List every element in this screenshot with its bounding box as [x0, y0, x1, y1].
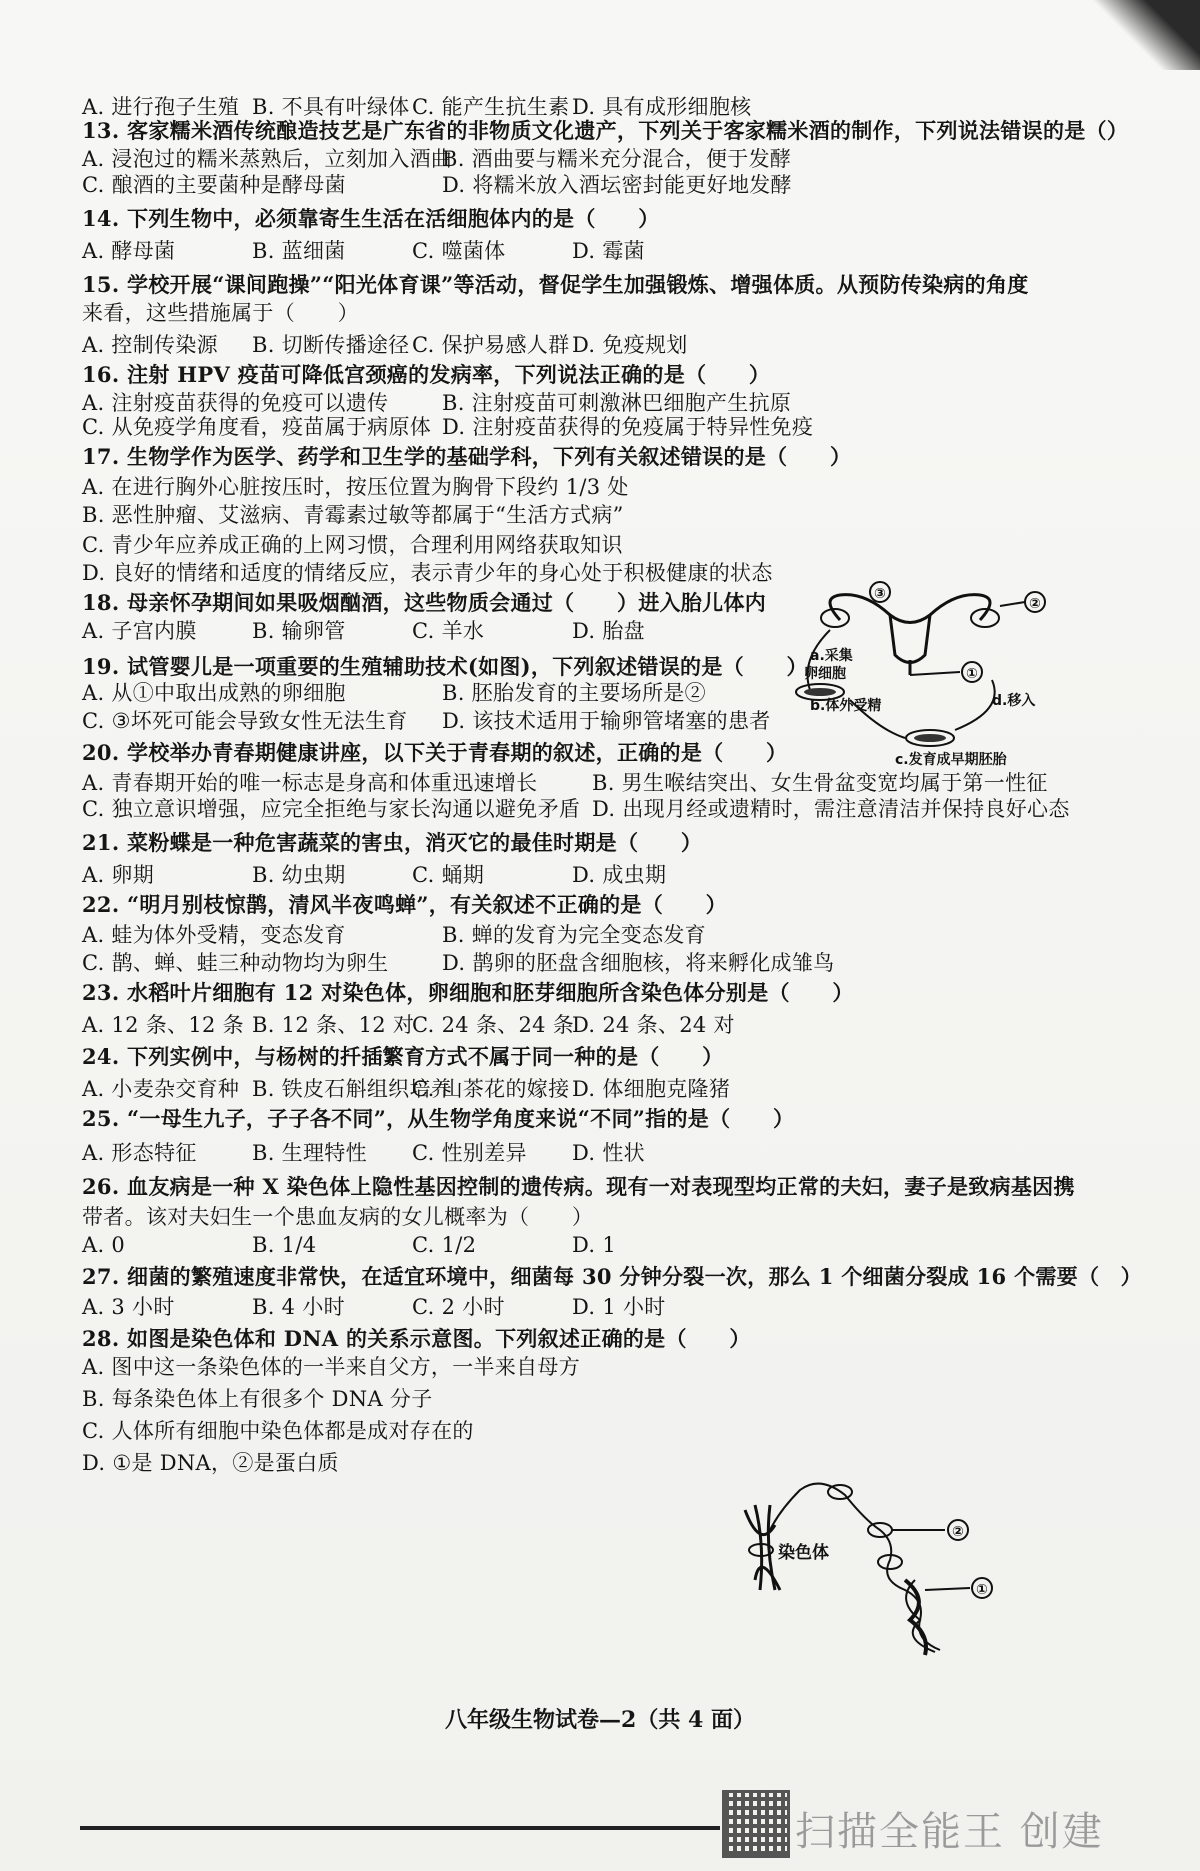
option-q27-opts-1: B. 4 小时: [252, 1295, 345, 1319]
option-q12-opts-0: A. 进行孢子生殖: [82, 95, 240, 119]
option-q18-opts-2: C. 羊水: [412, 619, 485, 643]
option-q21-opts-3: D. 成虫期: [572, 863, 667, 887]
line-q22: 22. “明月别枝惊鹊，清风半夜鸣蝉”，有关叙述不正确的是（ ）: [82, 892, 727, 917]
qr-code-icon: [722, 1790, 790, 1858]
bottom-rule: [80, 1826, 720, 1830]
line-q20-cd: [82, 794, 1070, 824]
line-q24-opts: [82, 1074, 1042, 1104]
option-q20-cd-1: D. 出现月经或遗精时，需注意清洁并保持良好心态: [592, 797, 1070, 821]
option-q23-opts-1: B. 12 条、12 对: [252, 1013, 415, 1037]
line-q28-d: D. ①是 DNA，②是蛋白质: [82, 1451, 339, 1475]
option-q25-opts-0: A. 形态特征: [82, 1141, 197, 1165]
line-q26a: 26. 血友病是一种 X 染色体上隐性基因控制的遗传病。现有一对表现型均正常的夫妇，妻子是致病基因携: [82, 1174, 1075, 1199]
line-q13-cd: [82, 170, 1042, 200]
chromosome-diagram: [730, 1470, 1000, 1660]
option-q22-ab-1: B. 蝉的发育为完全变态发育: [442, 923, 706, 947]
option-q18-opts-0: A. 子宫内膜: [82, 619, 197, 643]
option-q23-opts-2: C. 24 条、24 条: [412, 1013, 575, 1037]
option-q23-opts-3: D. 24 条、24 对: [572, 1013, 735, 1037]
option-q24-opts-2: C. 山茶花的嫁接: [412, 1077, 570, 1101]
line-q28-b: B. 每条染色体上有很多个 DNA 分子: [82, 1387, 433, 1411]
ivf-step-d: d.移入: [992, 693, 1036, 709]
option-q25-opts-2: C. 性别差异: [412, 1141, 527, 1165]
option-q15-opts-1: B. 切断传播途径: [252, 333, 410, 357]
line-q17-d: D. 良好的情绪和适度的情绪反应，表示青少年的身心处于积极健康的状态: [82, 561, 773, 585]
line-q24: 24. 下列实例中，与杨树的扦插繁育方式不属于同一种的是（ ）: [82, 1044, 724, 1069]
option-q13-ab-0: A. 浸泡过的糯米蒸熟后，立刻加入酒曲: [82, 147, 453, 171]
option-q26-opts-3: D. 1: [572, 1233, 616, 1257]
option-q19-ab-1: B. 胚胎发育的主要场所是②: [442, 681, 706, 705]
ivf-step-c: c.发育成早期胚胎: [895, 752, 1007, 768]
line-q15-opts: [82, 330, 1042, 360]
option-q14-opts-0: A. 酵母菌: [82, 239, 176, 263]
line-q17-a: A. 在进行胸外心脏按压时，按压位置为胸骨下段约 1/3 处: [82, 475, 629, 499]
line-q19: 19. 试管婴儿是一项重要的生殖辅助技术(如图)，下列叙述错误的是（ ）: [82, 654, 808, 679]
option-q14-opts-1: B. 蓝细菌: [252, 239, 346, 263]
line-q17: 17. 生物学作为医学、药学和卫生学的基础学科，下列有关叙述错误的是（ ）: [82, 444, 852, 469]
option-q13-cd-1: D. 将糯米放入酒坛密封能更好地发酵: [442, 173, 792, 197]
line-q26b: 带者。该对夫妇生一个患血友病的女儿概率为（ ）: [82, 1205, 594, 1229]
line-q28-c: C. 人体所有细胞中染色体都是成对存在的: [82, 1419, 474, 1443]
option-q13-cd-0: C. 酿酒的主要菌种是酵母菌: [82, 173, 346, 197]
option-q25-opts-1: B. 生理特性: [252, 1141, 367, 1165]
option-q26-opts-0: A. 0: [82, 1233, 126, 1257]
option-q22-cd-0: C. 鹊、蝉、蛙三种动物均为卵生: [82, 951, 389, 975]
ivf-step-a-line2: 卵细胞: [804, 666, 846, 682]
option-q16-cd-0: C. 从免疫学角度看，疫苗属于病原体: [82, 415, 432, 439]
option-q27-opts-2: C. 2 小时: [412, 1295, 505, 1319]
option-q15-opts-3: D. 免疫规划: [572, 333, 688, 357]
option-q22-ab-0: A. 蛙为体外受精，变态发育: [82, 923, 346, 947]
scan-shadow: [1090, 0, 1200, 70]
option-q12-opts-1: B. 不具有叶绿体: [252, 95, 410, 119]
line-q26-opts: [82, 1230, 1042, 1260]
line-q25: 25. “一母生九子，子子各不同”，从生物学角度来说“不同”指的是（ ）: [82, 1106, 795, 1131]
line-q17-c: C. 青少年应养成正确的上网习惯，合理利用网络获取知识: [82, 533, 623, 557]
ivf-step-a: a.采集: [810, 648, 853, 664]
line-q22-cd: [82, 948, 1042, 978]
line-q14-opts: [82, 236, 1042, 266]
page-footer: 八年级生物试卷—2（共 4 面）: [445, 1707, 755, 1733]
option-q26-opts-1: B. 1/4: [252, 1233, 317, 1257]
option-q20-ab-0: A. 青春期开始的唯一标志是身高和体重迅速增长: [82, 771, 538, 795]
option-q27-opts-0: A. 3 小时: [82, 1295, 175, 1319]
option-q16-cd-1: D. 注射疫苗获得的免疫属于特异性免疫: [442, 415, 814, 439]
option-q21-opts-2: C. 蛹期: [412, 863, 485, 887]
line-q16: 16. 注射 HPV 疫苗可降低宫颈癌的发病率，下列说法正确的是（ ）: [82, 362, 771, 387]
option-q21-opts-1: B. 幼虫期: [252, 863, 346, 887]
line-q23-opts: [82, 1010, 1042, 1040]
option-q21-opts-0: A. 卵期: [82, 863, 155, 887]
option-q14-opts-2: C. 噬菌体: [412, 239, 506, 263]
ivf-label-2: ②: [1029, 596, 1041, 612]
option-q24-opts-3: D. 体细胞克隆猪: [572, 1077, 731, 1101]
option-q27-opts-3: D. 1 小时: [572, 1295, 666, 1319]
line-q21: 21. 菜粉蝶是一种危害蔬菜的害虫，消灭它的最佳时期是（ ）: [82, 830, 703, 855]
option-q14-opts-3: D. 霉菌: [572, 239, 645, 263]
option-q20-cd-0: C. 独立意识增强，应完全拒绝与家长沟通以避免矛盾: [82, 797, 581, 821]
option-q19-cd-1: D. 该技术适用于输卵管堵塞的患者: [442, 709, 771, 733]
ivf-label-3: ③: [874, 586, 886, 602]
line-q15a: 15. 学校开展“课间跑操”“阳光体育课”等活动，督促学生加强锻炼、增强体质。从预防传染病的角度: [82, 272, 1029, 297]
option-q24-opts-0: A. 小麦杂交育种: [82, 1077, 240, 1101]
line-q16-cd: [82, 412, 1042, 442]
option-q18-opts-3: D. 胎盘: [572, 619, 645, 643]
line-q23: 23. 水稻叶片细胞有 12 对染色体，卵细胞和胚芽细胞所含染色体分别是（ ）: [82, 980, 854, 1005]
chromosome-label-1: ①: [976, 1582, 988, 1598]
line-q20: 20. 学校举办青春期健康讲座，以下关于青春期的叙述，正确的是（ ）: [82, 740, 788, 765]
line-q27-opts: [82, 1292, 1042, 1322]
option-q12-opts-2: C. 能产生抗生素: [412, 95, 570, 119]
option-q22-cd-1: D. 鹊卵的胚盘含细胞核，将来孵化成雏鸟: [442, 951, 835, 975]
option-q16-ab-0: A. 注射疫苗获得的免疫可以遗传: [82, 391, 389, 415]
line-q13: 13. 客家糯米酒传统酿造技艺是广东省的非物质文化遗产，下列关于客家糯米酒的制作，下列说法错误的是（）: [82, 118, 1129, 143]
option-q13-ab-1: B. 酒曲要与糯米充分混合，便于发酵: [442, 147, 792, 171]
scanner-watermark: 扫描全能王 创建: [795, 1809, 1104, 1855]
option-q16-ab-1: B. 注射疫苗可刺激淋巴细胞产生抗原: [442, 391, 792, 415]
ivf-label-1: ①: [966, 666, 978, 682]
ivf-step-b: b.体外受精: [810, 698, 882, 714]
option-q25-opts-3: D. 性状: [572, 1141, 645, 1165]
line-q28-a: A. 图中这一条染色体的一半来自父方，一半来自母方: [82, 1355, 581, 1379]
line-q22-ab: [82, 920, 1042, 950]
option-q19-ab-0: A. 从①中取出成熟的卵细胞: [82, 681, 346, 705]
option-q20-ab-1: B. 男生喉结突出、女生骨盆变宽均属于第一性征: [592, 771, 1048, 795]
line-q18: 18. 母亲怀孕期间如果吸烟酗酒，这些物质会通过（ ）进入胎儿体内: [82, 590, 767, 615]
ivf-diagram: [780, 580, 1050, 770]
line-q28: 28. 如图是染色体和 DNA 的关系示意图。下列叙述正确的是（ ）: [82, 1326, 751, 1351]
line-q21-opts: [82, 860, 1042, 890]
option-q26-opts-2: C. 1/2: [412, 1233, 477, 1257]
chromosome-label-2: ②: [952, 1524, 964, 1540]
option-q15-opts-2: C. 保护易感人群: [412, 333, 570, 357]
option-q19-cd-0: C. ③坏死可能会导致女性无法生育: [82, 709, 408, 733]
line-q27: 27. 细菌的繁殖速度非常快，在适宜环境中，细菌每 30 分钟分裂一次，那么 1 个细菌分裂成 16 个需要（ ）: [82, 1264, 1142, 1289]
option-q23-opts-0: A. 12 条、12 条: [82, 1013, 244, 1037]
line-q14: 14. 下列生物中，必须靠寄生生活在活细胞体内的是（ ）: [82, 206, 660, 231]
line-q15b: 来看，这些措施属于（ ）: [82, 301, 359, 325]
option-q18-opts-1: B. 输卵管: [252, 619, 346, 643]
chromosome-label: 染色体: [778, 1543, 829, 1563]
line-q17-b: B. 恶性肿瘤、艾滋病、青霉素过敏等都属于“生活方式病”: [82, 503, 624, 527]
option-q15-opts-0: A. 控制传染源: [82, 333, 218, 357]
option-q12-opts-3: D. 具有成形细胞核: [572, 95, 752, 119]
line-q25-opts: [82, 1138, 1042, 1168]
option-q24-opts-1: B. 铁皮石斛组织培养: [252, 1077, 453, 1101]
